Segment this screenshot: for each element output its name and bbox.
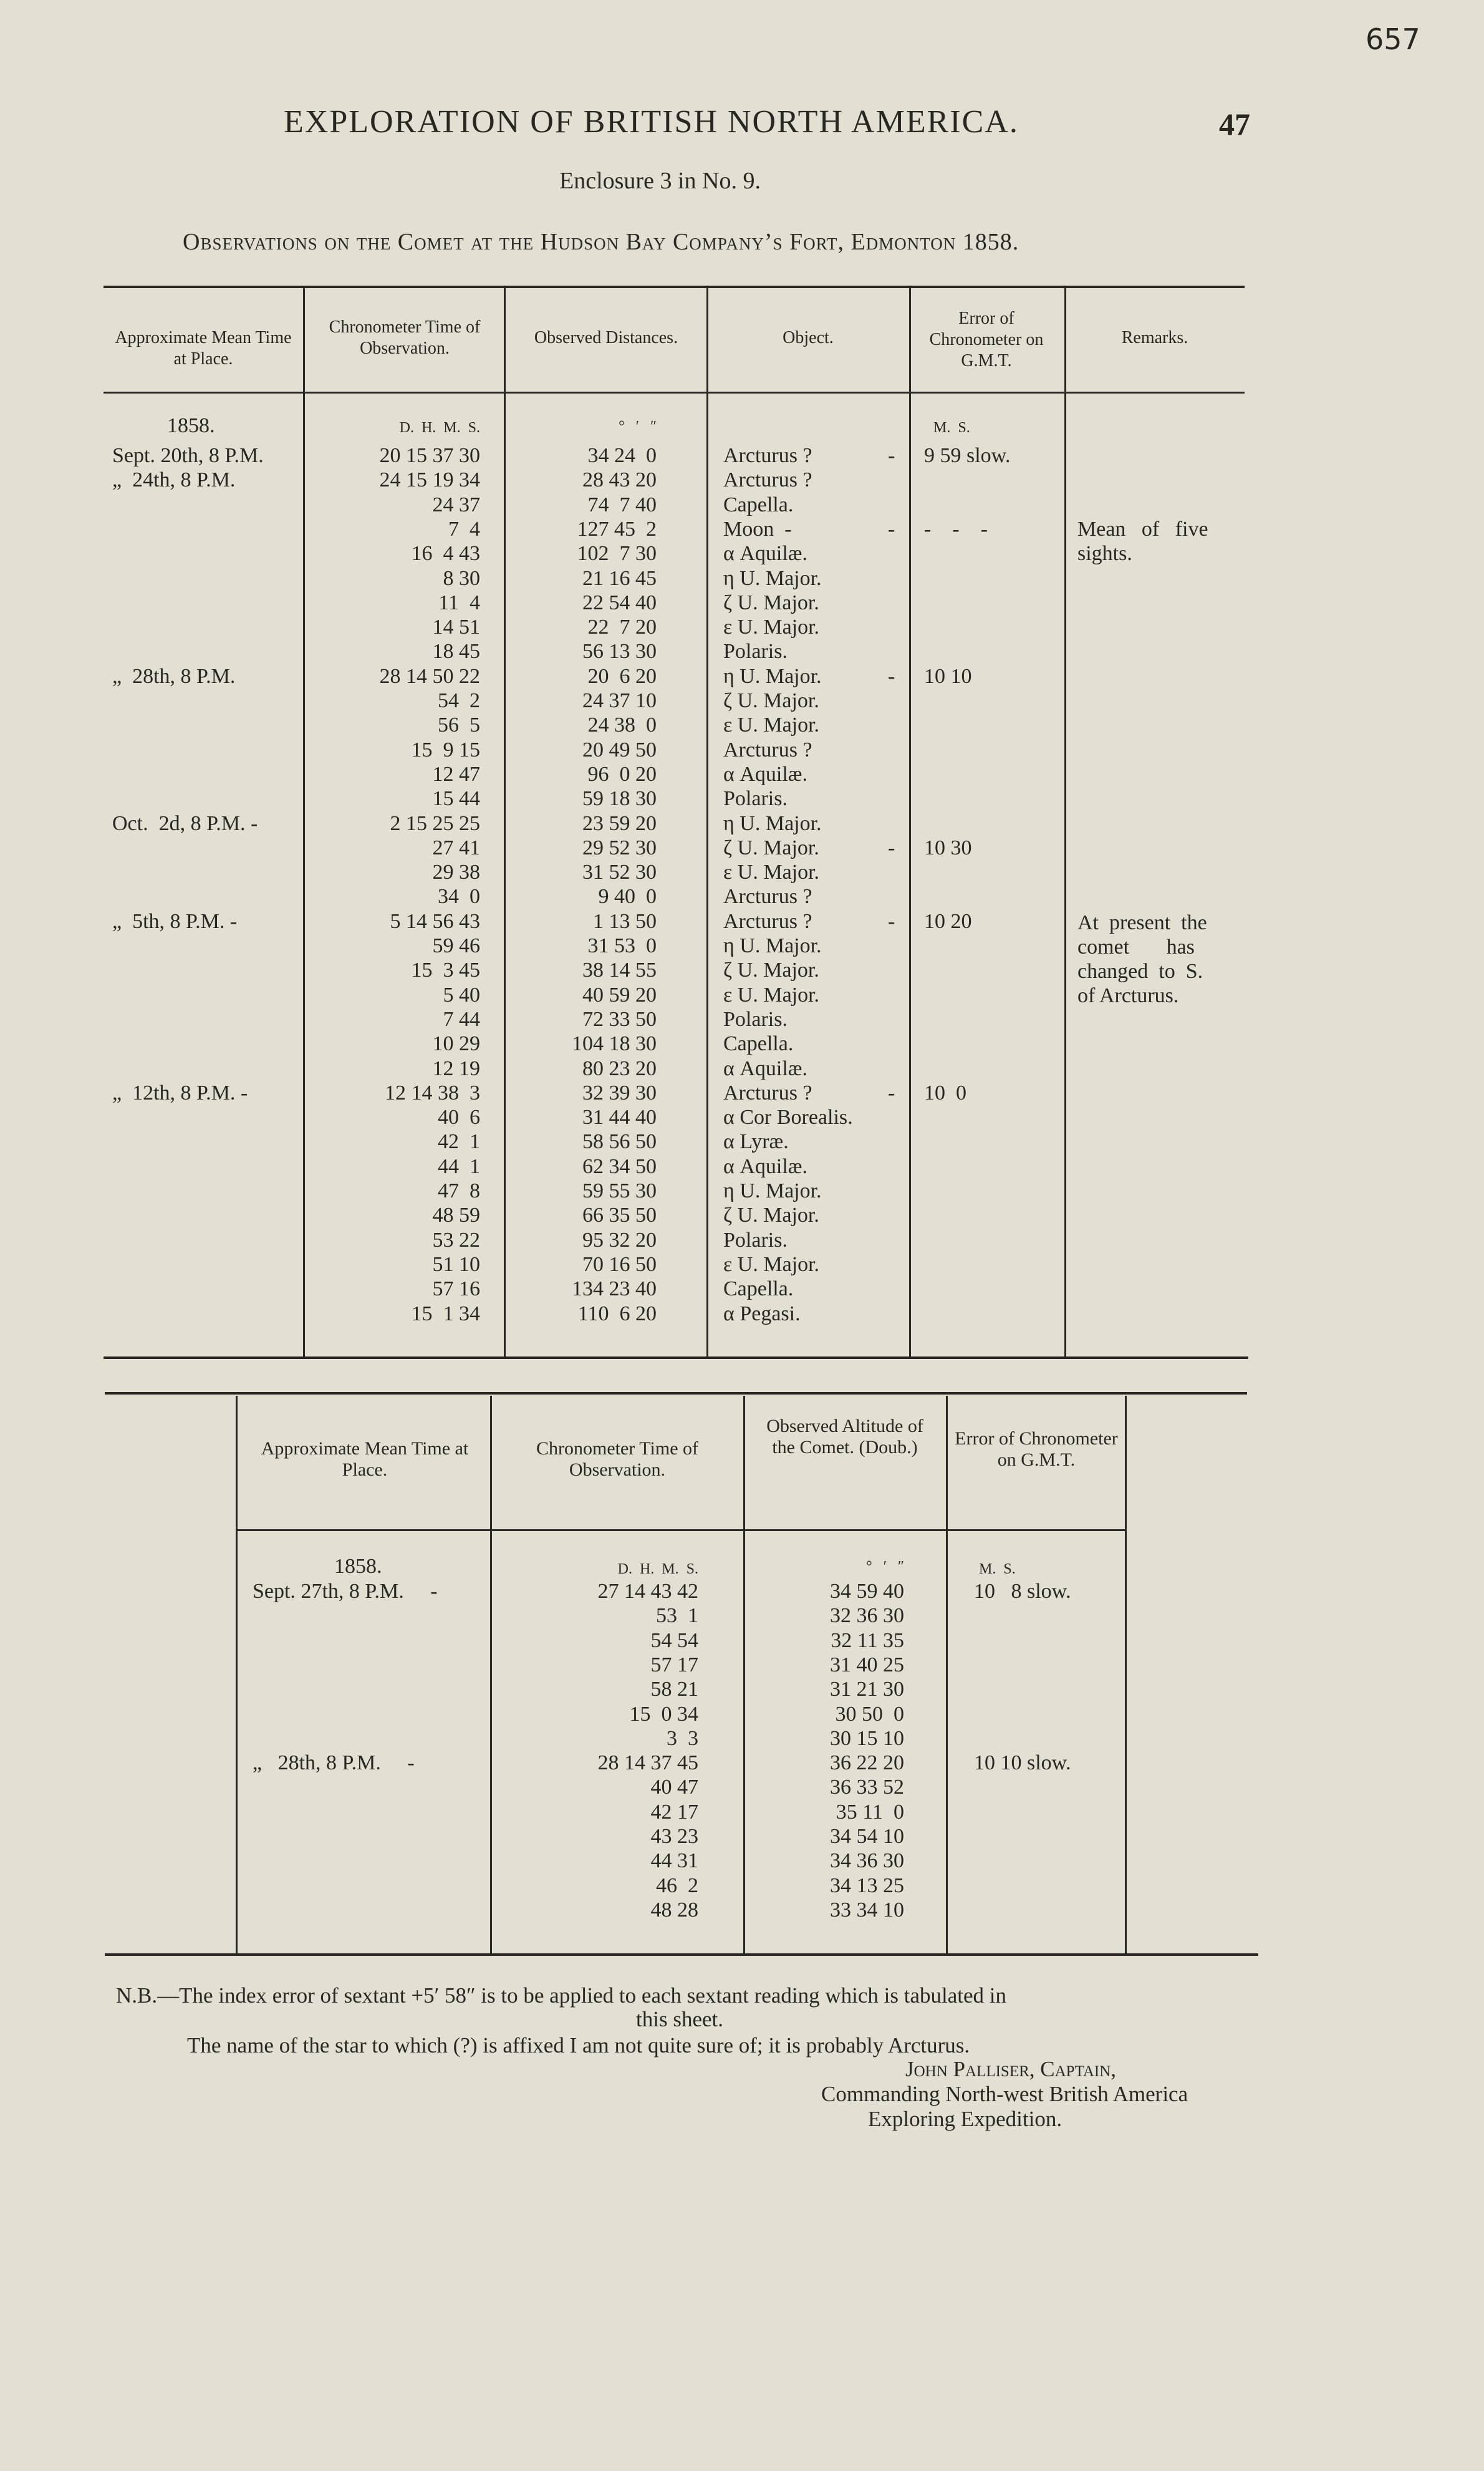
t2-row-chronometer-time: 28 14 37 45 xyxy=(597,1751,698,1775)
row-chronometer-time: 24 37 xyxy=(432,493,480,516)
row-object: Moon - xyxy=(723,517,792,541)
row-observed-distance: 74 7 40 xyxy=(587,493,657,516)
t2-row-observed-altitude: 36 22 20 xyxy=(830,1751,904,1775)
t2-row-chronometer-time: 27 14 43 42 xyxy=(597,1580,698,1603)
year-label: 1858. xyxy=(167,414,215,437)
note-star-name: The name of the star to which (?) is affixed I am not quite sure of; it is probably Arcturus. xyxy=(187,2033,970,2058)
t2-row-observed-altitude: 34 13 25 xyxy=(830,1874,904,1897)
t2-row-observed-altitude: 30 50 0 xyxy=(835,1702,904,1726)
col-header-mean-time: Approximate Mean Time at Place. xyxy=(115,328,292,369)
t2-row-observed-altitude: 32 11 35 xyxy=(831,1628,904,1652)
remark-mean-of-five-line2: sights. xyxy=(1077,542,1132,565)
row-observed-distance: 24 38 0 xyxy=(587,713,657,737)
row-object: α Cor Borealis. xyxy=(723,1106,853,1129)
t2-row-observed-altitude: 34 36 30 xyxy=(830,1849,904,1873)
t2-row-date: Sept. 27th, 8 P.M. - xyxy=(253,1580,438,1603)
remark-comet-line2: comet has xyxy=(1077,936,1195,959)
row-leader-dash: - xyxy=(888,664,895,688)
t2-row-chronometer-time: 53 1 xyxy=(656,1604,698,1628)
t2-row-chronometer-time: 46 2 xyxy=(656,1874,698,1897)
t2-row-observed-altitude: 31 40 25 xyxy=(830,1653,904,1676)
row-chronometer-time: 7 44 xyxy=(443,1007,480,1031)
row-object: α Aquilæ. xyxy=(723,1154,807,1178)
row-object: α Lyræ. xyxy=(723,1130,789,1154)
t2-row-chronometer-error: 10 10 slow. xyxy=(974,1751,1071,1775)
row-date: „ 28th, 8 P.M. xyxy=(112,664,236,688)
row-chronometer-error: 10 0 xyxy=(924,1081,966,1105)
row-observed-distance: 59 55 30 xyxy=(582,1179,657,1202)
row-object: Polaris. xyxy=(723,1228,788,1252)
row-observed-distance: 22 7 20 xyxy=(587,616,657,639)
row-object: η U. Major. xyxy=(723,934,822,957)
row-object: η U. Major. xyxy=(723,664,822,688)
row-observed-distance: 32 39 30 xyxy=(582,1081,657,1105)
row-date: „ 5th, 8 P.M. - xyxy=(112,909,238,933)
units-time: D. H. M. S. xyxy=(399,420,480,436)
t2-row-chronometer-time: 44 31 xyxy=(650,1849,698,1873)
row-object: Capella. xyxy=(723,1277,794,1301)
signature-expedition: Exploring Expedition. xyxy=(868,2107,1062,2131)
row-observed-distance: 24 37 10 xyxy=(582,689,657,712)
row-observed-distance: 66 35 50 xyxy=(582,1204,657,1227)
row-observed-distance: 104 18 30 xyxy=(572,1032,657,1056)
row-observed-distance: 72 33 50 xyxy=(582,1007,657,1031)
remark-mean-of-five-line1: Mean of five xyxy=(1077,518,1208,541)
row-observed-distance: 20 6 20 xyxy=(587,664,657,688)
col-header-remarks: Remarks. xyxy=(1121,328,1188,347)
row-chronometer-time: 11 4 xyxy=(438,591,480,614)
row-observed-distance: 110 6 20 xyxy=(577,1302,657,1325)
row-chronometer-time: 12 19 xyxy=(432,1057,480,1080)
row-object: ε U. Major. xyxy=(723,713,820,737)
row-chronometer-error: 9 59 slow. xyxy=(924,444,1011,467)
row-object: Arcturus ? xyxy=(723,468,812,492)
row-object: Arcturus ? xyxy=(723,885,812,909)
row-object: ζ U. Major. xyxy=(723,836,819,859)
row-observed-distance: 31 44 40 xyxy=(582,1106,657,1129)
row-leader-dash: - xyxy=(888,517,895,541)
t2-row-chronometer-time: 43 23 xyxy=(650,1825,698,1848)
running-head: EXPLORATION OF BRITISH NORTH AMERICA. xyxy=(284,104,1019,140)
row-observed-distance: 21 16 45 xyxy=(582,566,657,590)
row-chronometer-time: 29 38 xyxy=(432,861,480,884)
row-chronometer-error: - - - xyxy=(924,517,988,541)
row-chronometer-time: 14 51 xyxy=(432,616,480,639)
page-number: 657 xyxy=(1366,22,1420,56)
row-chronometer-time: 5 40 xyxy=(443,983,480,1007)
row-date: „ 12th, 8 P.M. - xyxy=(112,1081,248,1105)
row-chronometer-time: 15 9 15 xyxy=(411,738,480,762)
t2-year-label: 1858. xyxy=(334,1555,382,1578)
page-title: Observations on the Comet at the Hudson Bay Company’s Fort, Edmonton 1858. xyxy=(183,229,1019,255)
row-observed-distance: 29 52 30 xyxy=(582,836,657,859)
row-chronometer-time: 53 22 xyxy=(432,1228,480,1252)
row-chronometer-time: 42 1 xyxy=(438,1130,480,1154)
row-chronometer-time: 27 41 xyxy=(432,836,480,859)
row-chronometer-time: 47 8 xyxy=(438,1179,480,1202)
units-distance: ° ′ ″ xyxy=(619,418,657,435)
row-observed-distance: 1 13 50 xyxy=(593,909,657,933)
t2-col-header-observed-altitude: Observed Altitude of the Comet. (Doub.) xyxy=(766,1416,923,1458)
running-page-number: 47 xyxy=(1219,107,1250,142)
col-header-chronometer-time: Chronometer Time of Observation. xyxy=(329,317,481,358)
row-chronometer-time: 57 16 xyxy=(432,1277,480,1301)
row-chronometer-time: 12 47 xyxy=(432,762,480,786)
units-error: M. S. xyxy=(933,420,970,436)
row-chronometer-time: 28 14 50 22 xyxy=(379,664,480,688)
row-leader-dash: - xyxy=(888,909,895,933)
row-chronometer-time: 48 59 xyxy=(432,1204,480,1227)
row-observed-distance: 28 43 20 xyxy=(582,468,657,492)
row-object: ε U. Major. xyxy=(723,616,820,639)
row-object: Polaris. xyxy=(723,1007,788,1031)
row-observed-distance: 38 14 55 xyxy=(582,959,657,982)
row-chronometer-time: 2 15 25 25 xyxy=(390,811,480,835)
row-observed-distance: 22 54 40 xyxy=(582,591,657,614)
row-chronometer-time: 15 3 45 xyxy=(411,959,480,982)
row-object: α Aquilæ. xyxy=(723,1057,807,1080)
row-observed-distance: 62 34 50 xyxy=(582,1154,657,1178)
t2-units-alt: ° ′ ″ xyxy=(866,1559,904,1575)
row-chronometer-error: 10 10 xyxy=(924,664,972,688)
row-chronometer-time: 16 4 43 xyxy=(411,542,480,566)
t2-row-observed-altitude: 33 34 10 xyxy=(830,1898,904,1922)
row-object: α Pegasi. xyxy=(723,1302,801,1325)
remark-comet-line4: of Arcturus. xyxy=(1077,984,1179,1007)
row-object: α Aquilæ. xyxy=(723,542,807,566)
row-observed-distance: 95 32 20 xyxy=(582,1228,657,1252)
row-observed-distance: 70 16 50 xyxy=(582,1252,657,1276)
row-chronometer-time: 54 2 xyxy=(438,689,480,712)
t2-row-chronometer-time: 58 21 xyxy=(650,1678,698,1701)
row-object: η U. Major. xyxy=(723,811,822,835)
col-header-object: Object. xyxy=(783,328,834,347)
row-object: Polaris. xyxy=(723,787,788,811)
t2-row-observed-altitude: 34 59 40 xyxy=(830,1580,904,1603)
row-object: Arcturus ? xyxy=(723,1081,812,1105)
note-index-error: N.B.—The index error of sextant +5′ 58″ is to be applied to each sextant reading which is tabulated in xyxy=(116,1983,1006,2008)
row-chronometer-time: 20 15 37 30 xyxy=(379,444,480,467)
row-observed-distance: 134 23 40 xyxy=(572,1277,657,1301)
row-object: Arcturus ? xyxy=(723,444,812,467)
row-observed-distance: 34 24 0 xyxy=(587,444,657,467)
t2-row-date: „ 28th, 8 P.M. - xyxy=(253,1751,415,1775)
remark-comet-line3: changed to S. xyxy=(1077,960,1203,983)
row-chronometer-time: 8 30 xyxy=(443,566,480,590)
row-object: ε U. Major. xyxy=(723,1252,820,1276)
row-observed-distance: 102 7 30 xyxy=(577,542,657,566)
row-chronometer-time: 56 5 xyxy=(438,713,480,737)
row-object: ζ U. Major. xyxy=(723,689,819,712)
signature-name: John Palliser, Captain, xyxy=(905,2057,1117,2081)
row-object: Capella. xyxy=(723,1032,794,1056)
t2-row-observed-altitude: 30 15 10 xyxy=(830,1726,904,1750)
row-chronometer-time: 15 44 xyxy=(432,787,480,811)
row-leader-dash: - xyxy=(888,444,895,467)
col-header-error: Error of Chronometer on G.M.T. xyxy=(929,309,1044,370)
row-chronometer-error: 10 20 xyxy=(924,909,972,933)
row-chronometer-time: 40 6 xyxy=(438,1106,480,1129)
row-chronometer-time: 12 14 38 3 xyxy=(385,1081,480,1105)
row-observed-distance: 58 56 50 xyxy=(582,1130,657,1154)
t2-row-chronometer-time: 54 54 xyxy=(650,1628,698,1652)
row-chronometer-time: 34 0 xyxy=(438,885,480,909)
t2-row-observed-altitude: 34 54 10 xyxy=(830,1825,904,1848)
row-observed-distance: 31 53 0 xyxy=(587,934,657,957)
row-observed-distance: 127 45 2 xyxy=(577,517,657,541)
enclosure-label: Enclosure 3 in No. 9. xyxy=(559,168,761,194)
row-observed-distance: 80 23 20 xyxy=(582,1057,657,1080)
t2-units-time: D. H. M. S. xyxy=(617,1561,698,1577)
row-observed-distance: 20 49 50 xyxy=(582,738,657,762)
remark-comet-line1: At present the xyxy=(1077,911,1207,934)
row-object: η U. Major. xyxy=(723,566,822,590)
row-chronometer-time: 18 45 xyxy=(432,640,480,664)
row-object: ζ U. Major. xyxy=(723,959,819,982)
row-leader-dash: - xyxy=(888,1081,895,1105)
t2-col-header-mean-time: Approximate Mean Time at Place. xyxy=(261,1438,469,1480)
row-observed-distance: 31 52 30 xyxy=(582,861,657,884)
row-observed-distance: 59 18 30 xyxy=(582,787,657,811)
row-leader-dash: - xyxy=(888,836,895,859)
row-object: ε U. Major. xyxy=(723,861,820,884)
row-chronometer-time: 51 10 xyxy=(432,1252,480,1276)
row-date: Oct. 2d, 8 P.M. - xyxy=(112,811,258,835)
row-chronometer-error: 10 30 xyxy=(924,836,972,859)
t2-row-chronometer-time: 57 17 xyxy=(650,1653,698,1676)
row-object: ε U. Major. xyxy=(723,983,820,1007)
row-object: Polaris. xyxy=(723,640,788,664)
signature-title: Commanding North-west British America xyxy=(821,2082,1188,2106)
t2-col-header-error: Error of Chronometer on G.M.T. xyxy=(955,1428,1118,1470)
row-chronometer-time: 7 4 xyxy=(448,517,480,541)
row-chronometer-time: 59 46 xyxy=(432,934,480,957)
t2-row-chronometer-time: 3 3 xyxy=(667,1726,698,1750)
t2-row-chronometer-time: 48 28 xyxy=(650,1898,698,1922)
row-chronometer-time: 15 1 34 xyxy=(411,1302,480,1325)
t2-row-chronometer-time: 15 0 34 xyxy=(629,1702,698,1726)
note-index-error-cont: this sheet. xyxy=(636,2007,723,2031)
row-chronometer-time: 10 29 xyxy=(432,1032,480,1056)
row-object: α Aquilæ. xyxy=(723,762,807,786)
row-date: Sept. 20th, 8 P.M. xyxy=(112,444,264,467)
row-date: „ 24th, 8 P.M. xyxy=(112,468,236,492)
row-object: ζ U. Major. xyxy=(723,1204,819,1227)
t2-row-observed-altitude: 31 21 30 xyxy=(830,1678,904,1701)
t2-row-observed-altitude: 36 33 52 xyxy=(830,1776,904,1799)
row-object: Arcturus ? xyxy=(723,909,812,933)
t2-row-chronometer-time: 40 47 xyxy=(650,1776,698,1799)
row-observed-distance: 9 40 0 xyxy=(598,885,657,909)
row-chronometer-time: 44 1 xyxy=(438,1154,480,1178)
t2-col-header-chronometer-time: Chronometer Time of Observation. xyxy=(536,1438,698,1480)
row-observed-distance: 96 0 20 xyxy=(587,762,657,786)
row-object: Capella. xyxy=(723,493,794,516)
row-chronometer-time: 5 14 56 43 xyxy=(390,909,480,933)
row-observed-distance: 56 13 30 xyxy=(582,640,657,664)
t2-row-observed-altitude: 35 11 0 xyxy=(836,1800,904,1824)
t2-row-observed-altitude: 32 36 30 xyxy=(830,1604,904,1628)
t2-row-chronometer-time: 42 17 xyxy=(650,1800,698,1824)
row-observed-distance: 23 59 20 xyxy=(582,811,657,835)
t2-units-error: M. S. xyxy=(979,1561,1016,1577)
row-object: ζ U. Major. xyxy=(723,591,819,614)
t2-row-chronometer-error: 10 8 slow. xyxy=(974,1580,1071,1603)
row-object: η U. Major. xyxy=(723,1179,822,1202)
row-observed-distance: 40 59 20 xyxy=(582,983,657,1007)
row-chronometer-time: 24 15 19 34 xyxy=(379,468,480,492)
row-object: Arcturus ? xyxy=(723,738,812,762)
col-header-observed-distances: Observed Distances. xyxy=(534,328,678,347)
